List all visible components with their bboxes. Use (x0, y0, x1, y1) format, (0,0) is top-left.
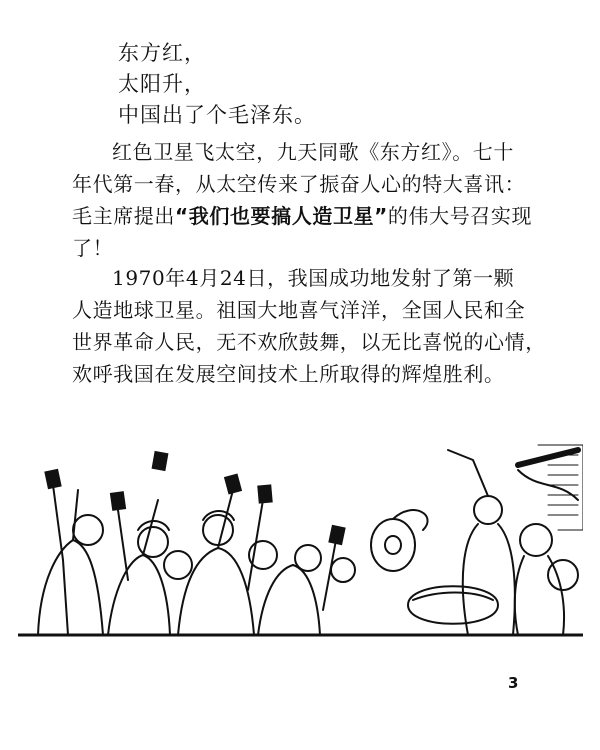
paragraph-1 (72, 136, 542, 264)
paragraph-1-line-3 (72, 200, 542, 232)
crowd-celebration-illustration (18, 430, 583, 665)
poem-line-1: 东方红， (118, 41, 206, 65)
paragraph-1-line-2: 年代第一春，从太空传来了振奋人心的特大喜讯： (72, 172, 526, 196)
paragraph-1-line-3-post: 的伟大号召实现 (387, 204, 533, 228)
paragraph-2-line-1: 1970年4月24日，我国成功地发射了第一颗 (112, 266, 515, 290)
paragraph-2-line-3: 世界革命人民，无不欢欣鼓舞，以无比喜悦的心情， (72, 330, 546, 354)
poem-line-2: 太阳升， (118, 72, 206, 96)
paragraph-1-line-4: 了！ (72, 236, 114, 260)
emphasized-quote: “我们也要搞人造卫星” (175, 204, 388, 228)
paragraph-1-line-3-pre: 毛主席提出 (72, 204, 175, 228)
page-number: 3 (508, 674, 519, 692)
paragraph-2-line-2: 人造地球卫星。祖国大地喜气洋洋，全国人民和全 (72, 298, 526, 322)
paragraph-2-line-4: 欢呼我国在发展空间技术上所取得的辉煌胜利。 (72, 362, 505, 386)
paragraph-2 (72, 262, 546, 390)
poem-line-3: 中国出了个毛泽东。 (118, 103, 316, 127)
paragraph-1-line-1: 红色卫星飞太空，九天同歌《东方红》。七十 (112, 140, 514, 164)
